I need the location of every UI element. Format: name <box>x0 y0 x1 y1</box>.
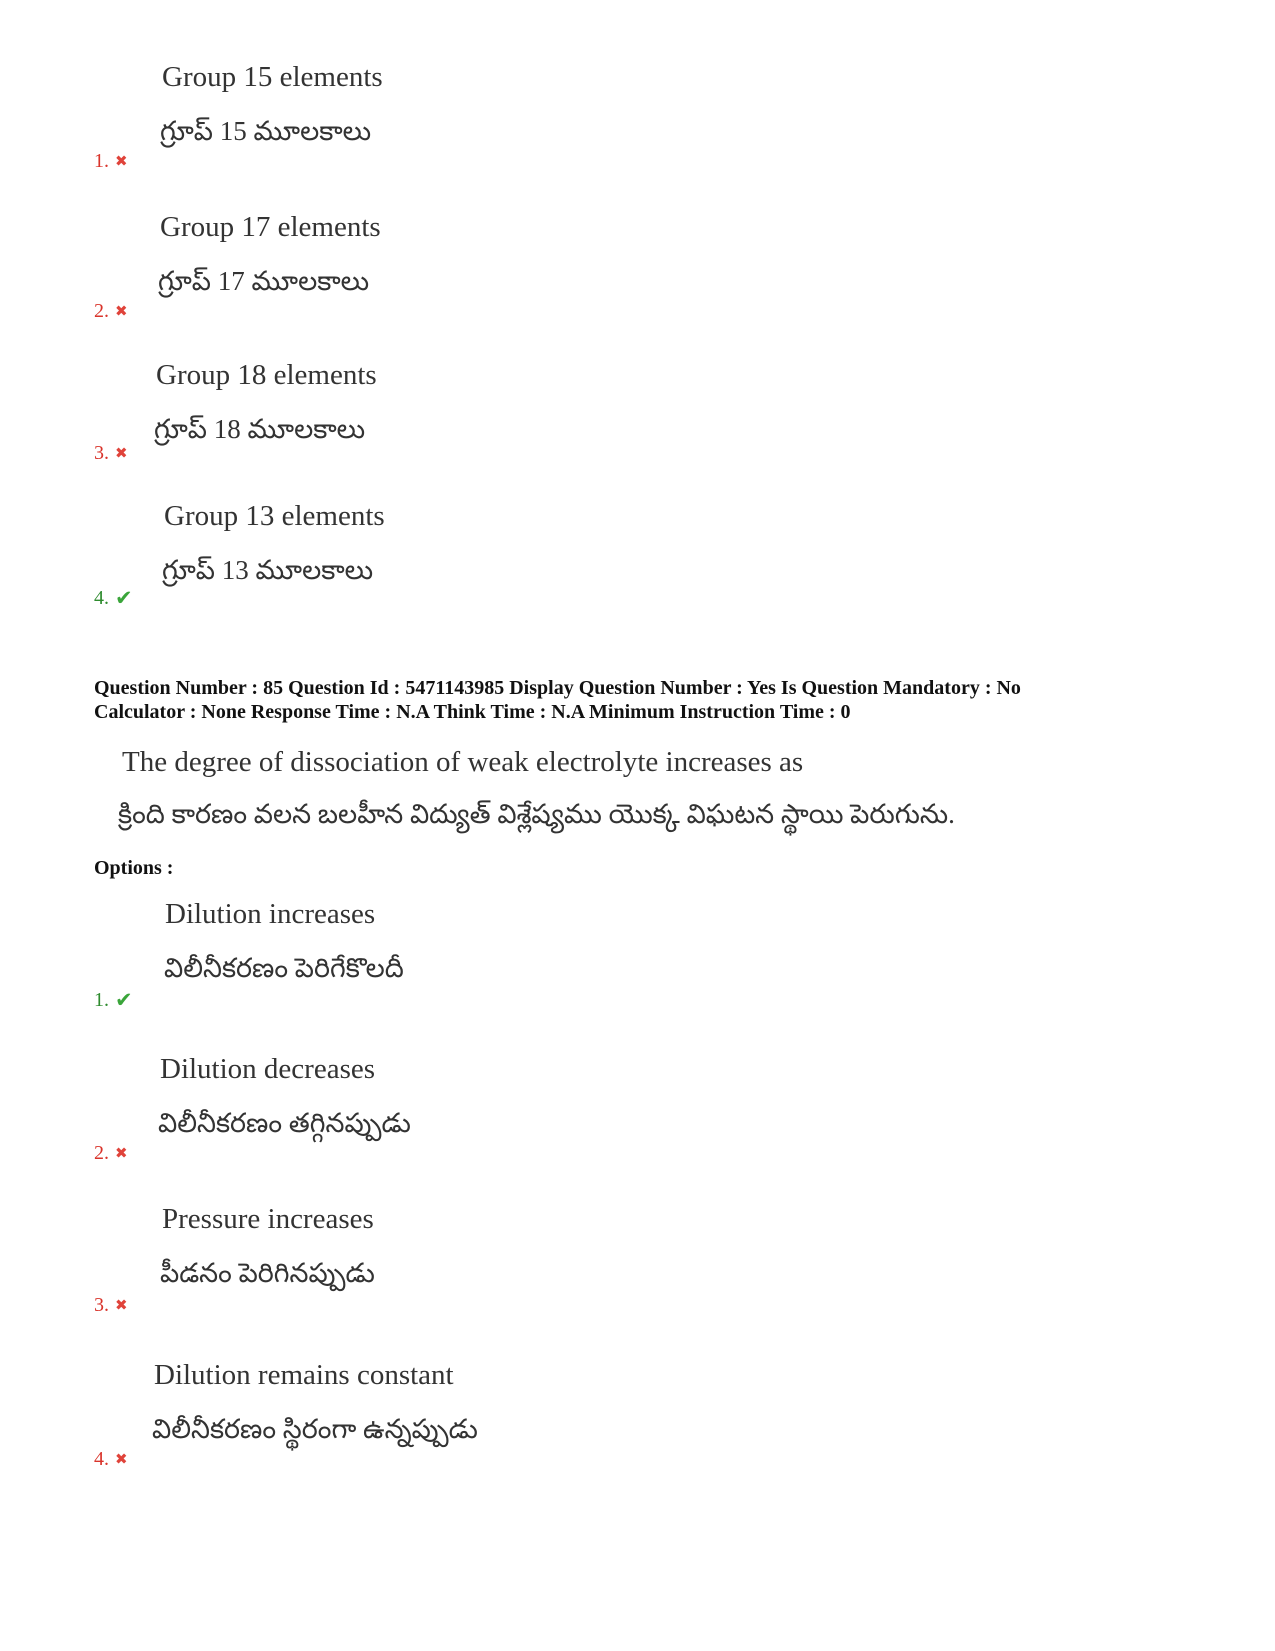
option-text-te: పీడనం పెరిగినప్పుడు <box>160 1258 375 1288</box>
option-number: 3. <box>94 442 109 464</box>
option-number: 4. <box>94 1448 109 1470</box>
option-text-en: Group 18 elements <box>156 359 377 391</box>
option-text-te: విలీనీకరణం స్థిరంగా ఉన్నప్పుడు <box>152 1414 478 1444</box>
cross-mark-icon: ✖ <box>115 1143 128 1162</box>
option-text-en: Group 17 elements <box>160 211 381 243</box>
check-mark-icon: ✔ <box>115 586 133 610</box>
option-4 <box>94 1358 994 1488</box>
option-marker <box>94 989 133 1011</box>
option-number: 4. <box>94 587 109 609</box>
option-number: 1. <box>94 989 109 1011</box>
option-1 <box>94 897 994 1027</box>
question-meta <box>94 676 1214 724</box>
option-3 <box>94 1202 994 1332</box>
cross-mark-icon: ✖ <box>115 443 128 462</box>
option-text-en: Group 15 elements <box>162 61 383 93</box>
cross-mark-icon: ✖ <box>115 301 128 320</box>
question-meta-line-2: Calculator : None Response Time : N.A Think Time : N.A Minimum Instruction Time : 0 <box>94 701 851 723</box>
prev-option-4 <box>94 499 994 629</box>
cross-mark-icon: ✖ <box>115 151 128 170</box>
cross-mark-icon: ✖ <box>115 1295 128 1314</box>
prev-option-1 <box>94 60 994 190</box>
option-marker <box>94 1448 128 1470</box>
option-text-te: గ్రూప్ 18 మూలకాలు <box>154 414 366 444</box>
cross-mark-icon: ✖ <box>115 1449 128 1468</box>
option-number: 2. <box>94 1142 109 1164</box>
option-text-en: Dilution decreases <box>160 1053 376 1085</box>
option-text-te: గ్రూప్ 15 మూలకాలు <box>160 116 372 146</box>
option-2 <box>94 1052 994 1182</box>
option-text-te: విలీనీకరణం తగ్గినప్పుడు <box>158 1108 411 1138</box>
option-text-te: గ్రూప్ 17 మూలకాలు <box>158 266 370 296</box>
question-text-te: క్రింది కారణం వలన బలహీన విద్యుత్ విశ్లేష్యము యొక్క విఘటన స్థాయి పెరుగును. <box>118 799 955 829</box>
option-text-te: విలీనీకరణం పెరిగేకొలదీ <box>164 953 404 983</box>
prev-option-3 <box>94 358 994 488</box>
check-mark-icon: ✔ <box>115 988 133 1012</box>
option-number: 2. <box>94 300 109 322</box>
option-text-te: గ్రూప్ 13 మూలకాలు <box>162 555 374 585</box>
option-marker <box>94 150 128 172</box>
option-marker <box>94 442 128 464</box>
option-marker <box>94 1142 128 1164</box>
option-marker <box>94 587 133 609</box>
option-number: 3. <box>94 1294 109 1316</box>
option-text-en: Group 13 elements <box>164 500 385 532</box>
options-label: Options : <box>94 857 174 879</box>
question-meta-line-1: Question Number : 85 Question Id : 5471143985 Display Question Number : Yes Is Question Mandatory : No <box>94 677 1021 699</box>
prev-option-2 <box>94 210 994 340</box>
question-text-en: The degree of dissociation of weak electrolyte increases as <box>122 746 804 778</box>
option-text-en: Pressure increases <box>162 1203 374 1235</box>
option-text-en: Dilution remains constant <box>154 1359 454 1391</box>
option-marker <box>94 300 128 322</box>
option-number: 1. <box>94 150 109 172</box>
option-marker <box>94 1294 128 1316</box>
option-text-en: Dilution increases <box>165 898 376 930</box>
